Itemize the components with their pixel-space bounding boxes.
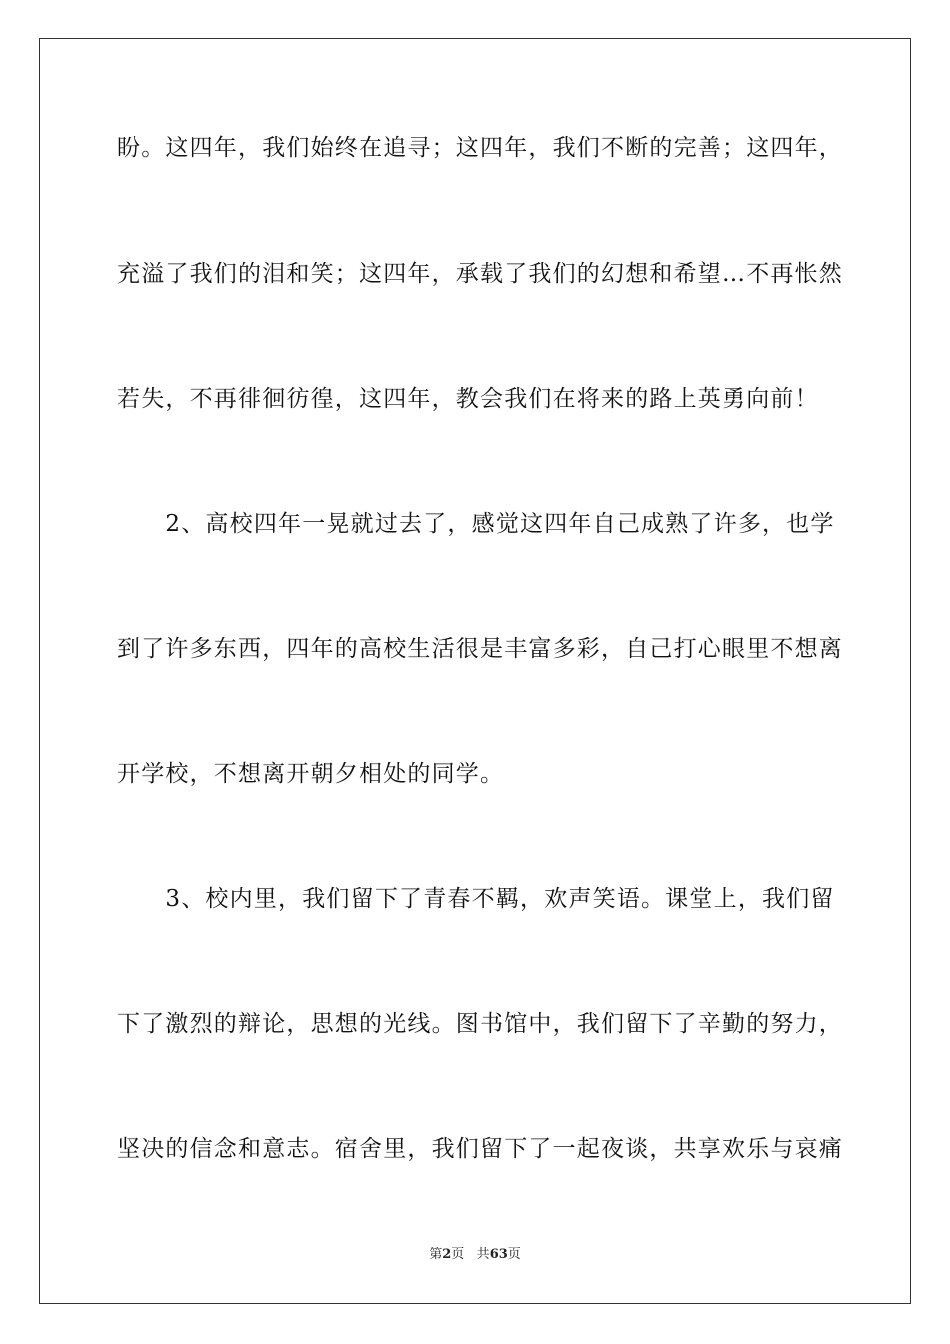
text-line: 到了许多东西，四年的高校生活很是丰富多彩，自己打心眼里不想离 (117, 636, 843, 662)
text-line: 下了激烈的辩论，思想的光线。图书馆中，我们留下了辛勤的努力， (117, 1011, 843, 1037)
text-line: 3、校内里，我们留下了青春不羁，欢声笑语。课堂上，我们留 (117, 886, 835, 912)
footer-prefix: 第 (429, 1247, 443, 1262)
text-line: 若失，不再徘徊彷徨，这四年，教会我们在将来的路上英勇向前！ (117, 386, 819, 412)
footer-page-word: 页 (451, 1247, 465, 1262)
page-footer (0, 1246, 950, 1264)
footer-total-suffix: 页 (507, 1247, 521, 1262)
page-border (39, 38, 911, 1304)
footer-total-prefix: 共 (476, 1247, 490, 1262)
text-line: 充溢了我们的泪和笑；这四年，承载了我们的幻想和希望…不再怅然 (117, 261, 843, 287)
current-page-number: 2 (442, 1247, 452, 1262)
text-line: 开学校，不想离开朝夕相处的同学。 (117, 761, 505, 787)
text-line: 2、高校四年一晃就过去了，感觉这四年自己成熟了许多，也学 (117, 511, 835, 537)
total-pages-number: 63 (489, 1247, 508, 1262)
text-line: 坚决的信念和意志。宿舍里，我们留下了一起夜谈，共享欢乐与哀痛 (117, 1136, 843, 1162)
text-line: 盼。这四年，我们始终在追寻；这四年，我们不断的完善；这四年， (117, 135, 843, 161)
